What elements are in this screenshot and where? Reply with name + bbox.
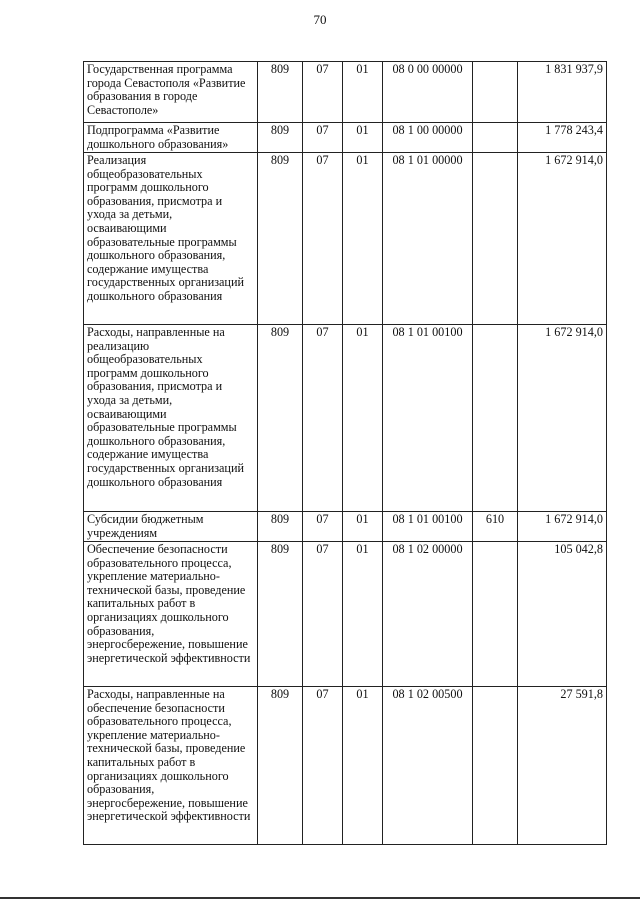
row-name: Государственная программа города Севастополя «Развитие образования в городе Севастополе» [84,62,258,123]
row-amount: 1 831 937,9 [518,62,607,123]
page-number: 70 [313,12,327,27]
row-grbs: 809 [258,325,303,512]
row-subsection: 01 [343,687,383,845]
table-row [84,62,607,123]
row-subsection: 01 [343,512,383,542]
row-target: 08 1 01 00100 [383,325,473,512]
row-amount: 105 042,8 [518,542,607,687]
row-target: 08 1 02 00000 [383,542,473,687]
row-subsection: 01 [343,62,383,123]
row-section: 07 [303,153,343,325]
row-target: 08 1 02 00500 [383,687,473,845]
row-amount: 1 778 243,4 [518,123,607,153]
row-subsection: 01 [343,542,383,687]
row-name: Расходы, направленные на обеспечение безопасности образовательного процесса, укрепление материально-технической базы, проведение капитальных работ в организациях дошкольного образования, энергосбережение, повышение энергетической эффективности [84,687,258,845]
row-target: 08 1 01 00100 [383,512,473,542]
row-amount: 1 672 914,0 [518,153,607,325]
scan-bottom-edge [0,897,640,899]
table-row [84,153,607,325]
table-row [84,123,607,153]
row-subsection: 01 [343,153,383,325]
row-section: 07 [303,62,343,123]
row-grbs: 809 [258,153,303,325]
row-target: 08 0 00 00000 [383,62,473,123]
row-amount: 1 672 914,0 [518,512,607,542]
row-grbs: 809 [258,512,303,542]
row-target: 08 1 01 00000 [383,153,473,325]
row-section: 07 [303,325,343,512]
table-row [84,542,607,687]
budget-table [83,61,607,845]
row-grbs: 809 [258,687,303,845]
row-section: 07 [303,512,343,542]
table-row [84,512,607,542]
row-name: Реализация общеобразовательных программ дошкольного образования, присмотра и ухода за детьми, осваивающими образовательные программы дошкольного образования, содержание имущества государственных организаций дошкольного образования [84,153,258,325]
row-name: Расходы, направленные на реализацию общеобразовательных программ дошкольного образования, присмотра и ухода за детьми, осваивающими образовательные программы дошкольного образования, содержание имущества государственных организаций дошкольного образования [84,325,258,512]
row-subsection: 01 [343,325,383,512]
row-section: 07 [303,123,343,153]
row-grbs: 809 [258,542,303,687]
row-expense-type [473,542,518,687]
row-expense-type [473,687,518,845]
row-grbs: 809 [258,62,303,123]
row-expense-type [473,62,518,123]
row-name: Субсидии бюджетным учреждениям [84,512,258,542]
row-grbs: 809 [258,123,303,153]
row-expense-type [473,153,518,325]
row-section: 07 [303,542,343,687]
row-target: 08 1 00 00000 [383,123,473,153]
row-name: Подпрограмма «Развитие дошкольного образования» [84,123,258,153]
row-amount: 1 672 914,0 [518,325,607,512]
row-subsection: 01 [343,123,383,153]
table-row [84,325,607,512]
row-name: Обеспечение безопасности образовательного процесса, укрепление материально-технической базы, проведение капитальных работ в организациях дошкольного образования, энергосбережение, повышение энергетической эффективности [84,542,258,687]
table-row [84,687,607,845]
row-section: 07 [303,687,343,845]
row-expense-type [473,123,518,153]
row-amount: 27 591,8 [518,687,607,845]
row-expense-type [473,325,518,512]
row-expense-type: 610 [473,512,518,542]
